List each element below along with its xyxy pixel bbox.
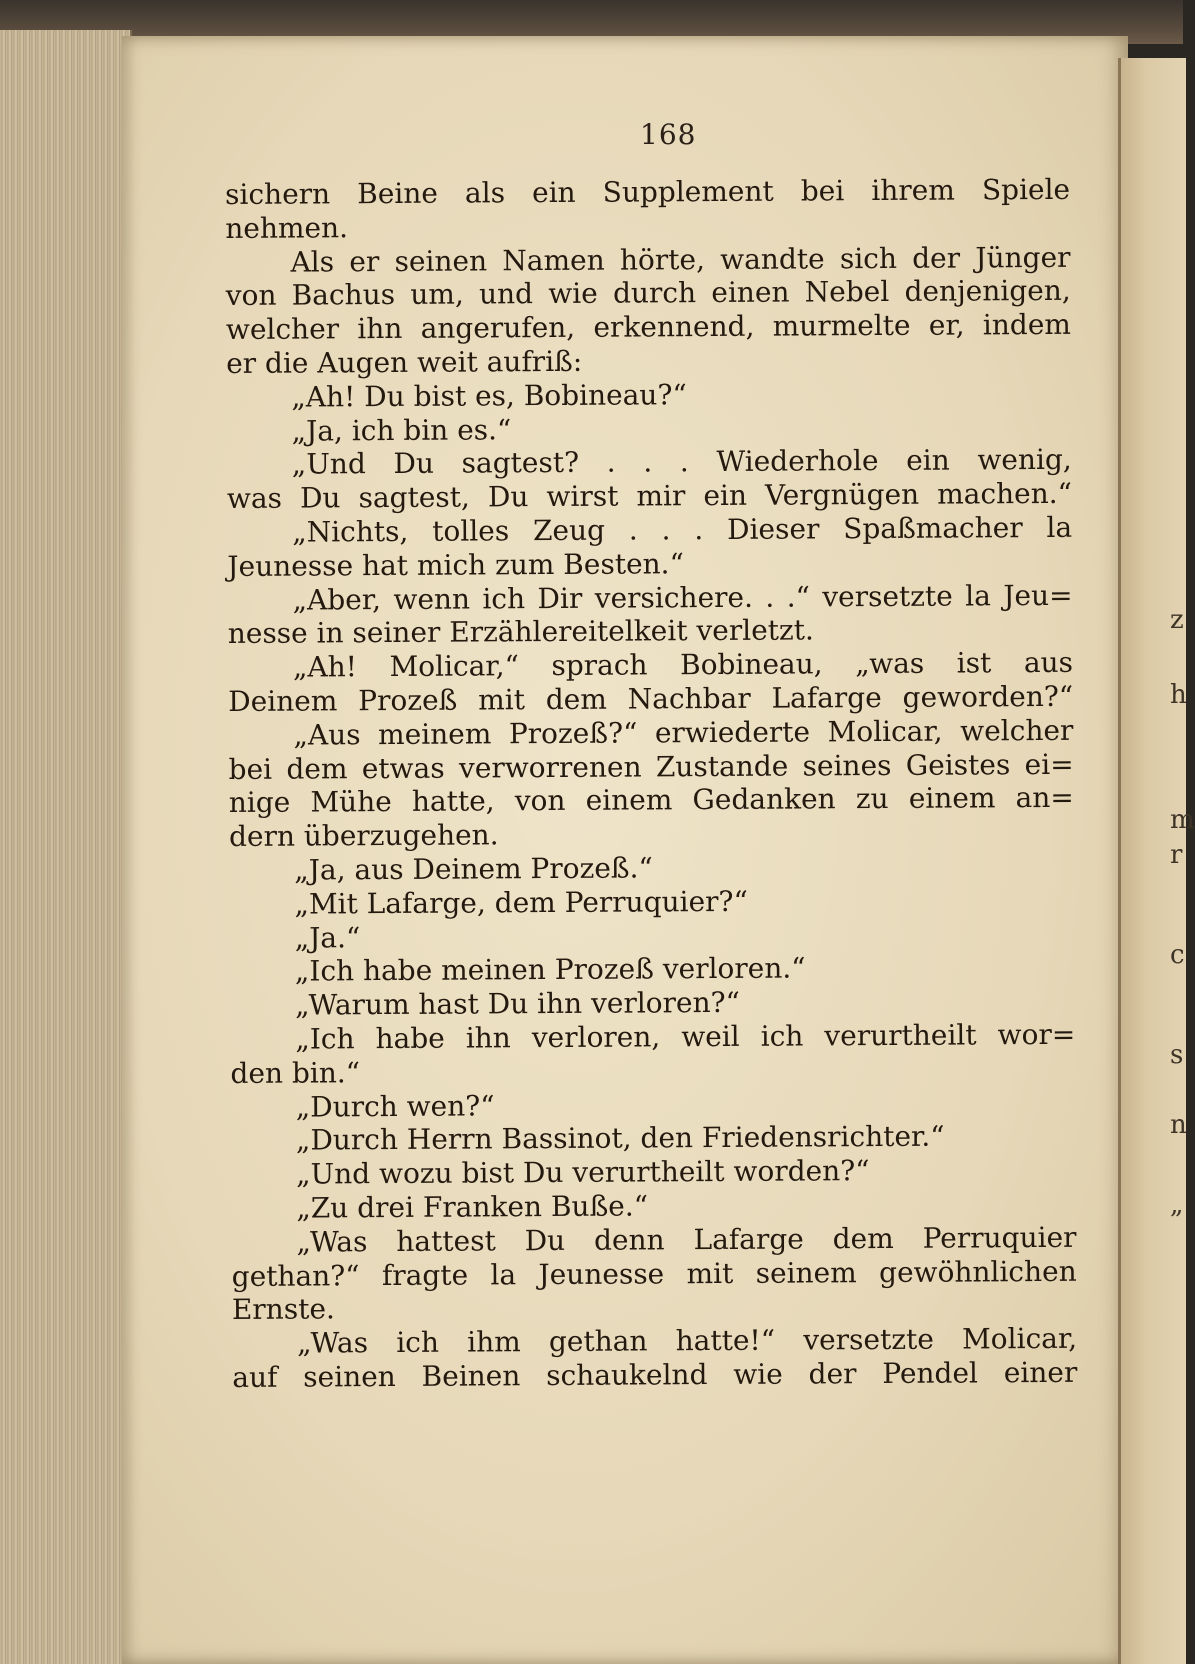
text-line: auf seinen Beinen schaukelnd wie der Pendel einer bbox=[232, 1355, 1078, 1394]
facing-page-glyph: r bbox=[1170, 840, 1183, 870]
facing-page-glyph: c bbox=[1170, 940, 1185, 970]
text-line: „Aber, wenn ich Dir versichere. . .“ versetzte la Jeu= bbox=[292, 578, 1073, 617]
text-line: gethan?“ fragte la Jeunesse mit seinem gewöhnlichen bbox=[231, 1254, 1077, 1293]
facing-page-glyph: z bbox=[1170, 605, 1184, 635]
text-line: „Ah! Du bist es, Bobineau?“ bbox=[291, 377, 687, 414]
text-line: was Du sagtest, Du wirst mir ein Vergnügen machen.“ bbox=[226, 477, 1073, 516]
text-line: „Ja.“ bbox=[294, 920, 361, 955]
text-line: Jeunesse hat mich zum Besten.“ bbox=[227, 546, 684, 583]
text-line: „Zu drei Franken Buße.“ bbox=[296, 1189, 649, 1225]
text-line: welcher ihn angerufen, erkennend, murmelte er, indem bbox=[225, 308, 1072, 347]
text-line: „Ah! Molicar,“ sprach Bobineau, „was ist aus bbox=[292, 645, 1074, 684]
text-line: nehmen. bbox=[225, 211, 349, 245]
text-line: „Ja, aus Deinem Prozeß.“ bbox=[294, 851, 653, 887]
text-line: von Bachus um, und wie durch einen Nebel denjenigen, bbox=[225, 274, 1071, 313]
text-line: Deinem Prozeß mit dem Nachbar Lafarge geworden?“ bbox=[228, 679, 1074, 718]
text-line: „Mit Lafarge, dem Perruquier?“ bbox=[294, 884, 748, 921]
text-line: „Durch wen?“ bbox=[295, 1088, 495, 1124]
text-line: Ernste. bbox=[231, 1292, 335, 1327]
text-line: „Was hattest Du denn Lafarge dem Perruquier bbox=[296, 1220, 1077, 1259]
text-line: den bin.“ bbox=[230, 1055, 361, 1090]
page-text bbox=[225, 173, 1077, 1395]
facing-page-glyph: n bbox=[1170, 1110, 1187, 1140]
facing-page-glyph: h bbox=[1170, 680, 1187, 710]
facing-page-glyph: s bbox=[1170, 1040, 1184, 1070]
text-line: „Ich habe ihn verloren, weil ich verurtheilt wor= bbox=[295, 1017, 1076, 1056]
text-line: nesse in seiner Erzählereitelkeit verletzt. bbox=[227, 613, 814, 651]
text-line: „Und Du sagtest? . . . Wiederhole ein wenig, bbox=[291, 443, 1072, 481]
text-line: „Warum hast Du ihn verloren?“ bbox=[294, 985, 741, 1022]
page-stack-edges bbox=[0, 30, 132, 1664]
text-line: dern überzugehen. bbox=[228, 818, 499, 854]
text-line: „Was ich ihm gethan hatte!“ versetzte Molicar, bbox=[297, 1321, 1078, 1360]
text-line: „Ja, ich bin es.“ bbox=[291, 412, 512, 448]
text-line: „Durch Herrn Bassinot, den Friedensrichter.“ bbox=[295, 1119, 945, 1157]
facing-page-glyph: „ bbox=[1170, 1190, 1184, 1220]
text-line: Als er seinen Namen hörte, wandte sich der Jünger bbox=[290, 240, 1071, 279]
page-number: 168 bbox=[640, 118, 697, 151]
text-line: er die Augen weit aufriß: bbox=[226, 344, 583, 380]
text-line: „Ich habe meinen Prozeß verloren.“ bbox=[294, 951, 806, 988]
text-line: „Aus meinem Prozeß?“ erwiederte Molicar, welcher bbox=[293, 713, 1074, 752]
text-line: bei dem etwas verworrenen Zustande seines Geistes ei= bbox=[228, 747, 1074, 786]
text-line: „Und wozu bist Du verurtheilt worden?“ bbox=[295, 1154, 870, 1191]
text-line: sichern Beine als ein Supplement bei ihrem Spiele bbox=[225, 172, 1071, 211]
facing-page-glyph: m bbox=[1170, 805, 1195, 835]
text-line: nige Mühe hatte, von einem Gedanken zu einem an= bbox=[228, 781, 1074, 820]
text-line: „Nichts, tolles Zeug . . . Dieser Spaßmacher la bbox=[292, 510, 1073, 549]
